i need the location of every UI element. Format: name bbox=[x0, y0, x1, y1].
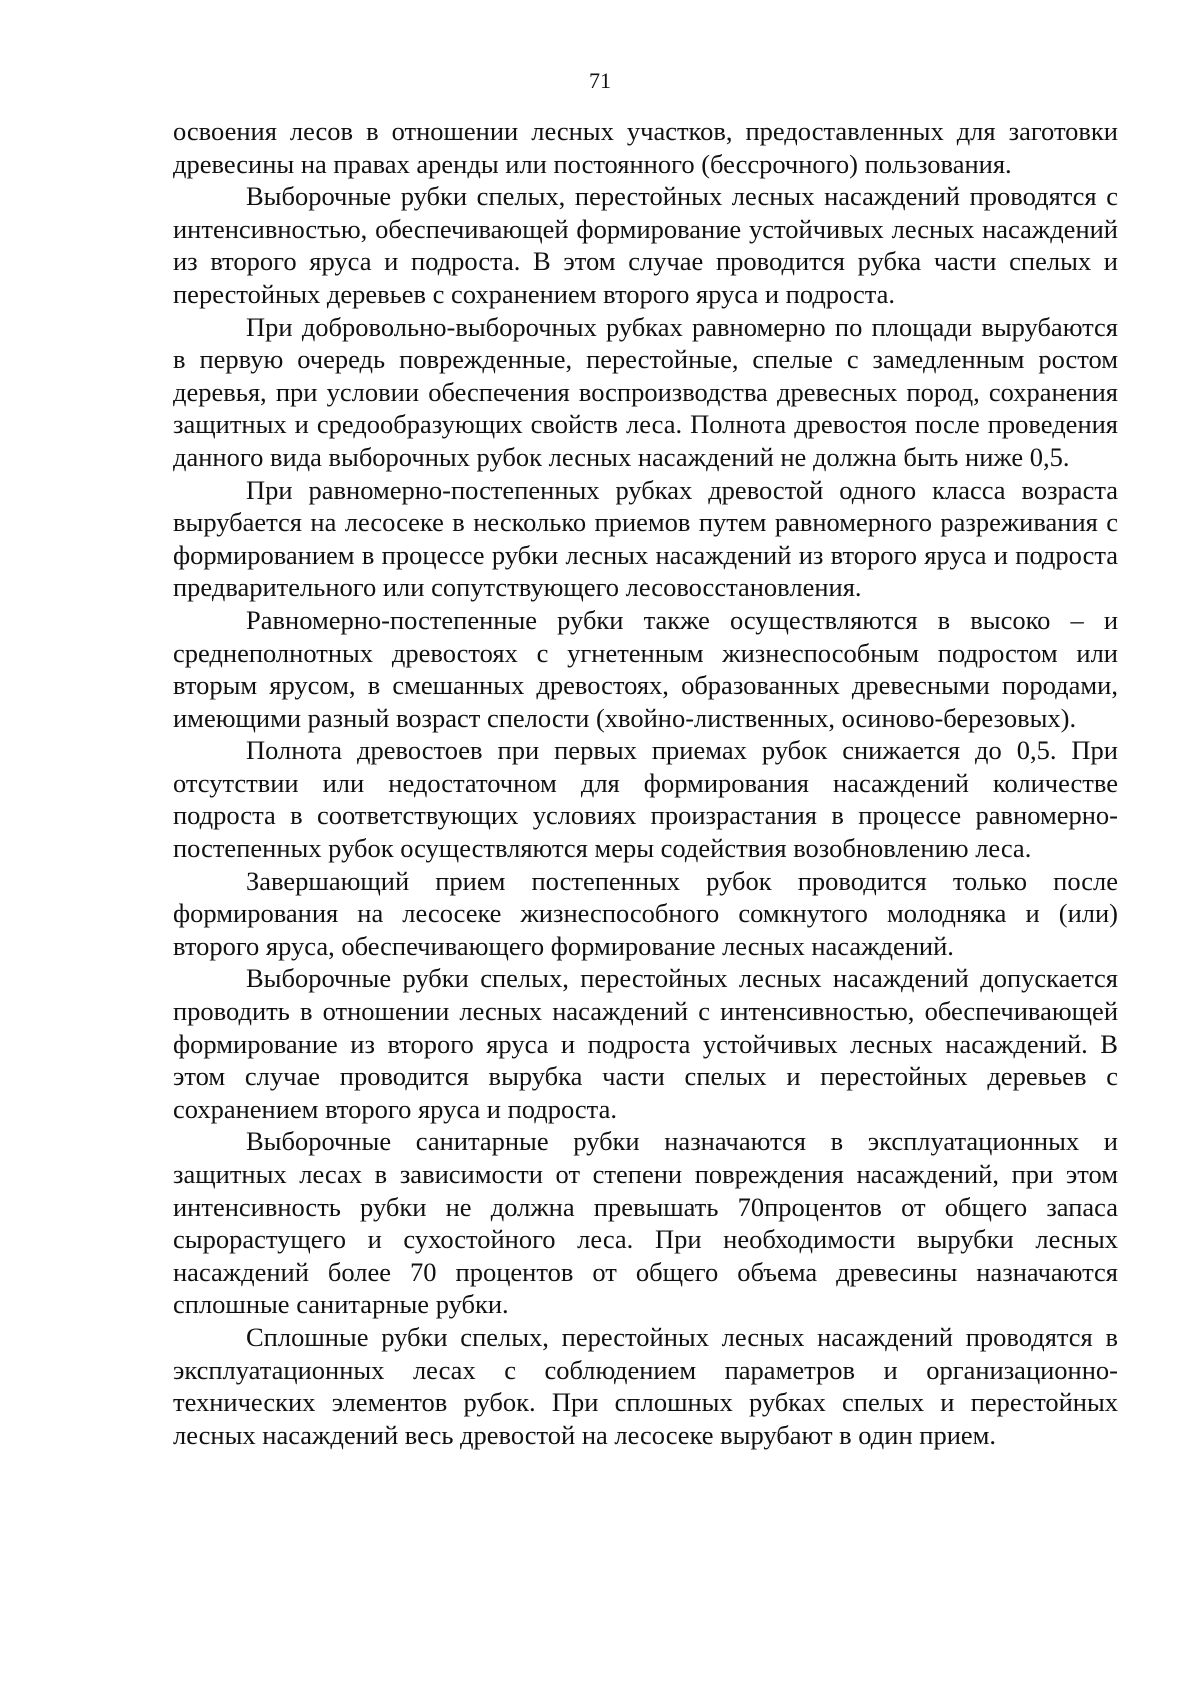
paragraph-sanitary-selective-felling: Выборочные санитарные рубки назначаются в эксплуатационных и защитных лесах в зависимости от степени повреждения насаждений, при этом интенсивность рубки не должна превышать 70процентов от общего запаса сырорастущего и сухостойного леса. При необходимости вырубки лесных насаждений более 70 процентов от общего объема древесины назначаются сплошные санитарные рубки. bbox=[173, 1126, 1118, 1320]
paragraph-stand-density: Полнота древостоев при первых приемах рубок снижается до 0,5. При отсутствии или недостаточном для формирования насаждений количестве подроста в соответствующих условиях произрастания в процессе равномерно-постепенных рубок осуществляются меры содействия возобновлению леса. bbox=[173, 735, 1118, 864]
paragraph-final-gradual-felling: Завершающий прием постепенных рубок проводится только после формирования на лесосеке жизнеспособного сомкнутого молодняка и (или) второго яруса, обеспечивающего формирование лесных насаждений. bbox=[173, 865, 1118, 961]
paragraph-uniform-gradual-felling: При равномерно-постепенных рубках древостой одного класса возраста вырубается на лесосеке в несколько приемов путем равномерного разреживания с формированием в процессе рубки лесных насаждений из второго яруса и подроста предварительного или сопутствующего лесовосстановления. bbox=[173, 474, 1118, 603]
document-body bbox=[173, 115, 1118, 1451]
paragraph-uniform-gradual-felling-stands: Равномерно-постепенные рубки также осуществляются в высоко – и среднеполнотных древостоях с угнетенным жизнеспособным подростом или вторым ярусом, в смешанных древостоях, образованных древесными породами, имеющими разный возраст спелости (хвойно-лиственных, осиново-березовых). bbox=[173, 604, 1118, 733]
paragraph-continuation: освоения лесов в отношении лесных участков, предоставленных для заготовки древесины на правах аренды или постоянного (бессрочного) пользования. bbox=[173, 116, 1118, 179]
paragraph-clear-felling: Сплошные рубки спелых, перестойных лесных насаждений проводятся в эксплуатационных лесах с соблюдением параметров и организационно-технических элементов рубок. При сплошных рубках спелых и перестойных лесных насаждений весь древостой на лесосеке вырубают в один прием. bbox=[173, 1321, 1118, 1450]
paragraph-selective-felling-allowed: Выборочные рубки спелых, перестойных лесных насаждений допускается проводить в отношении лесных насаждений с интенсивностью, обеспечивающей формирование из второго яруса и подроста устойчивых лесных насаждений. В этом случае проводится вырубка части спелых и перестойных деревьев с сохранением второго яруса и подроста. bbox=[173, 963, 1118, 1124]
paragraph-voluntary-selective-felling: При добровольно-выборочных рубках равномерно по площади вырубаются в первую очередь поврежденные, перестойные, спелые с замедленным ростом деревья, при условии обеспечения воспроизводства древесных пород, сохранения защитных и средообразующих свойств леса. Полнота древостоя после проведения данного вида выборочных рубок лесных насаждений не должна быть ниже 0,5. bbox=[173, 311, 1118, 472]
page-number: 71 bbox=[589, 68, 611, 93]
paragraph-selective-felling: Выборочные рубки спелых, перестойных лесных насаждений проводятся с интенсивностью, обеспечивающей формирование устойчивых лесных насаждений из второго яруса и подроста. В этом случае проводится рубка части спелых и перестойных деревьев с сохранением второго яруса и подроста. bbox=[173, 181, 1118, 309]
